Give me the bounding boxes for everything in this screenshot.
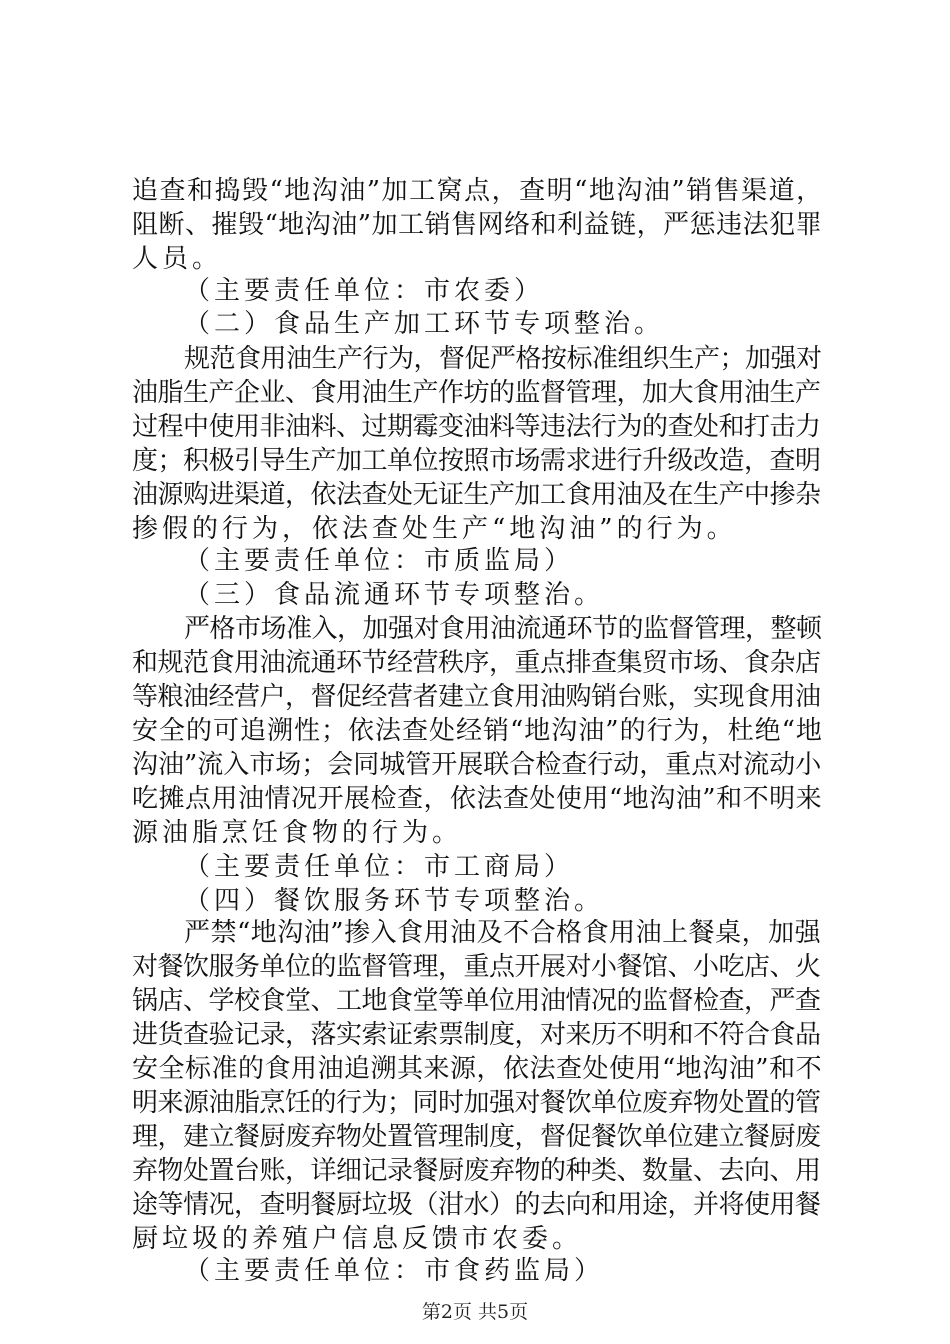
- responsible-unit-line: （主要责任单位：市食药监局）: [184, 1256, 605, 1286]
- section-heading: （四）餐饮服务环节专项整治。: [184, 886, 605, 916]
- paragraph-line: 规范食用油生产行为，督促严格按标准组织生产；加强对: [184, 344, 822, 374]
- paragraph-line: 厨垃圾的养殖户信息反馈市农委。: [132, 1224, 583, 1254]
- page-number-footer: 第2页 共5页: [421, 1301, 529, 1323]
- paragraph-line: 沟油”流入市场；会同城管开展联合检查行动，重点对流动小: [132, 750, 822, 780]
- paragraph-line: 吃摊点用油情况开展检查，依法查处使用“地沟油”和不明来: [132, 784, 823, 814]
- paragraph-line: 度；积极引导生产加工单位按照市场需求进行升级改造，查明: [132, 446, 821, 476]
- paragraph-line: 明来源油脂烹饪的行为；同时加强对餐饮单位废弃物处置的管: [132, 1088, 821, 1118]
- paragraph-line: 源油脂烹饪食物的行为。: [132, 818, 463, 848]
- section-heading: （二）食品生产加工环节专项整治。: [184, 309, 665, 339]
- paragraph-line: 等粮油经营户，督促经营者建立食用油购销台账，实现食用油: [132, 682, 821, 712]
- paragraph-line: 途等情况，查明餐厨垃圾（泔水）的去向和用途，并将使用餐: [132, 1190, 821, 1220]
- paragraph-line: 过程中使用非油料、过期霉变油料等违法行为的查处和打击力: [132, 412, 821, 442]
- paragraph-line: 安全标准的食用油追溯其来源，依法查处使用“地沟油”和不: [132, 1054, 823, 1084]
- paragraph-line: 追查和捣毁“地沟油”加工窝点，查明“地沟油”销售渠道，: [132, 176, 824, 206]
- paragraph-line: 阻断、摧毁“地沟油”加工销售网络和利益链，严惩违法犯罪: [132, 210, 823, 240]
- paragraph-line: 理，建立餐厨废弃物处置管理制度，督促餐饮单位建立餐厨废: [132, 1122, 821, 1152]
- paragraph-line: 和规范食用油流通环节经营秩序，重点排查集贸市场、食杂店: [132, 648, 821, 678]
- paragraph-line: 严禁“地沟油”掺入食用油及不合格食用油上餐桌，加强: [184, 918, 822, 948]
- responsible-unit-line: （主要责任单位：市农委）: [184, 276, 545, 306]
- paragraph-line: 安全的可追溯性；依法查处经销“地沟油”的行为，杜绝“地: [132, 716, 823, 746]
- responsible-unit-line: （主要责任单位：市工商局）: [184, 852, 575, 882]
- paragraph-line: 进货查验记录，落实索证索票制度，对来历不明和不符合食品: [132, 1020, 821, 1050]
- paragraph-line: 掺假的行为，依法查处生产“地沟油”的行为。: [132, 514, 737, 544]
- paragraph-line: 弃物处置台账，详细记录餐厨废弃物的种类、数量、去向、用: [132, 1156, 821, 1186]
- paragraph-line: 锅店、学校食堂、工地食堂等单位用油情况的监督检查，严查: [132, 986, 821, 1016]
- paragraph-line: 对餐饮服务单位的监督管理，重点开展对小餐馆、小吃店、火: [132, 952, 821, 982]
- paragraph-line: 油脂生产企业、食用油生产作坊的监督管理，加大食用油生产: [132, 378, 821, 408]
- section-heading: （三）食品流通环节专项整治。: [184, 580, 605, 610]
- paragraph-line: 严格市场准入，加强对食用油流通环节的监督管理，整顿: [184, 614, 822, 644]
- responsible-unit-line: （主要责任单位：市质监局）: [184, 546, 575, 576]
- paragraph-line: 油源购进渠道，依法查处无证生产加工食用油及在生产中掺杂: [132, 480, 821, 510]
- paragraph-line: 人员。: [132, 244, 223, 274]
